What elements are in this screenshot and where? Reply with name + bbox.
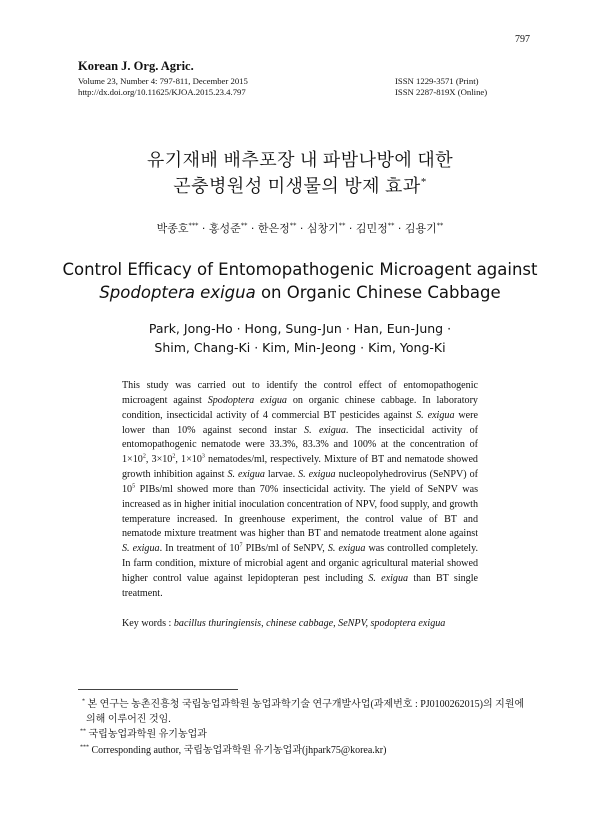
footnote-corresponding: *** Corresponding author, 국립농업과학원 유기농업과(jhpark75@korea.kr) [80, 744, 387, 756]
journal-citation [78, 76, 248, 98]
korean-author: 김용기** [404, 221, 444, 235]
english-authors-line-2: Shim, Chang-Ki · Kim, Min-Jeong · Kim, Yong-Ki [154, 340, 446, 355]
author-separator: · [247, 222, 258, 235]
korean-author: 심창기** [306, 221, 346, 235]
author-separator: · [296, 222, 307, 235]
korean-author: 김민정** [355, 221, 395, 235]
abstract: This study was carried out to identify the control effect of entomopathogenic microagent against Spodoptera exigua on organic chinese cabbage. In laboratory condition, insecticidal activity of 4 commercial BT pesticides against S. exigua were lower than 10% against second instar S. exigua. The insecticidal activity of entomopathogenic nematode were 33.3%, 83.3% and 100% at the concentration of $1\times 10^2$, $3\times 10^2$, $1\times 10^3$ nematodes/ml, respectively. Mixture of BT and nematode showed growth inhibition against S. exigua larvae. S. exigua nucleopolyhedrovirus (SeNPV) of $10^5$ PIBs/ml showed more than 70% insecticidal activity. The yield of SeNPV was increased as in higher initial inoculation concentration of NPV, food supply, and growth temperature increased. In greenhouse experiment, the control value of BT and nematode mixture treatment was higher than BT and nematode treatment alone against S. exigua. In treatment of $10^7$ PIBs/ml of SeNPV, S. exigua was controlled completely. In farm condition, mixture of microbial agent and organic agricultural material showed higher control value against lepidopteran pest including S. exigua than BT single treatment. [122, 380, 479, 599]
page-number: 797 [515, 34, 530, 45]
korean-author: 홍성준** [208, 221, 248, 235]
korean-title-text: 곤충병원성 미생물의 방제 효과 [173, 176, 421, 196]
keywords-terms: bacillus thuringiensis, chinese cabbage, SeNPV, spodoptera exigua [173, 618, 446, 629]
author-separator: · [345, 222, 356, 235]
korean-author: 한은정** [257, 221, 297, 235]
korean-authors [0, 220, 600, 236]
korean-title-line-1: 유기재배 배추포장 내 파밤나방에 대한 [146, 150, 454, 170]
korean-title-line-2 [0, 173, 600, 199]
issn-print: ISSN 1229-3571 (Print) [395, 76, 479, 86]
korean-author: 박종호*** [156, 221, 199, 235]
title-footnote-mark: * [420, 176, 427, 188]
footnote-funding: * 본 연구는 농촌진흥청 국립농업과학원 농업과학기술 연구개발사업(과제번호 : PJ0100262015)의 지원에 의해 이루어진 것임. [82, 698, 525, 725]
english-title-line-2 [0, 281, 600, 305]
english-title-line-1: Control Efficacy of Entomopathogenic Microagent against [62, 260, 538, 279]
doi-link[interactable]: http://dx.doi.org/10.11625/KJOA.2015.23.4.797 [78, 87, 246, 97]
journal-name: Korean J. Org. Agric. [78, 59, 194, 73]
volume-line: Volume 23, Number 4: 797-811, December 2015 [78, 76, 248, 86]
keywords [122, 617, 478, 631]
keywords-label: Key words : [122, 618, 174, 629]
author-separator: · [198, 222, 209, 235]
footnote-divider [78, 689, 238, 690]
english-title-rest: on Organic Chinese Cabbage [255, 283, 501, 302]
english-authors-line-1: Park, Jong-Ho · Hong, Sung-Jun · Han, Eun-Jung · [148, 321, 452, 336]
species-name: Spodoptera exigua [99, 283, 256, 302]
author-separator: · [394, 222, 405, 235]
footnote-affiliation: ** 국립농업과학원 유기농업과 [80, 728, 207, 740]
issn-block [395, 76, 487, 98]
issn-online: ISSN 2287-819X (Online) [395, 87, 488, 97]
